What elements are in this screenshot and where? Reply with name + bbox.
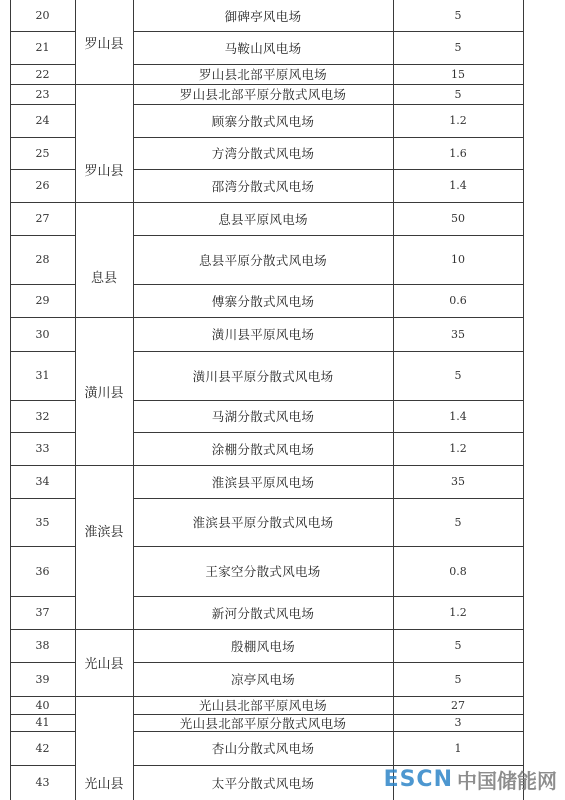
row-number: 20 (35, 9, 50, 22)
row-number: 30 (35, 327, 50, 341)
capacity-value: 50 (451, 212, 465, 225)
county-name: 罗山县 (84, 164, 124, 179)
capacity-value: 0.8 (449, 564, 467, 578)
table-column-border (523, 0, 524, 800)
wind-farm-name: 邵湾分散式风电场 (211, 178, 315, 194)
watermark-site-name: 中国储能网 (457, 769, 557, 793)
row-number: 26 (35, 179, 50, 192)
row-number: 40 (35, 698, 50, 712)
capacity-value: 0.6 (449, 294, 467, 307)
capacity-value: 5 (454, 87, 462, 101)
wind-farm-name: 傅寨分散式风电场 (211, 293, 315, 309)
row-number: 42 (35, 741, 50, 755)
wind-farm-name: 潢川县平原风电场 (211, 327, 315, 342)
capacity-value: 5 (454, 41, 462, 54)
wind-farm-name: 息县平原风电场 (218, 211, 308, 227)
county-name: 息县 (90, 270, 117, 286)
capacity-value: 35 (451, 475, 465, 488)
wind-farm-name: 太平分散式风电场 (211, 775, 315, 791)
row-number: 37 (35, 606, 50, 619)
capacity-value: 5 (454, 672, 462, 686)
capacity-value: 5 (454, 515, 462, 529)
row-number: 36 (35, 564, 50, 578)
wind-farm-name: 光山县北部平原分散式风电场 (179, 715, 347, 731)
row-number: 24 (35, 114, 50, 127)
wind-farm-name: 方湾分散式风电场 (211, 146, 315, 161)
row-number: 23 (35, 87, 50, 101)
county-name: 罗山县 (84, 36, 124, 52)
capacity-value: 1.2 (449, 114, 467, 127)
wind-farm-name: 新河分散式风电场 (211, 605, 315, 621)
capacity-value: 1.6 (449, 146, 467, 160)
wind-farm-name: 罗山县北部平原分散式风电场 (179, 87, 347, 102)
capacity-value: 15 (451, 67, 465, 81)
wind-farm-name: 凉亭风电场 (230, 672, 295, 687)
capacity-value: 1.2 (449, 606, 467, 619)
wind-farm-name: 淮滨县平原分散式风电场 (192, 515, 334, 530)
row-number: 31 (35, 369, 50, 382)
capacity-value: 5 (454, 639, 462, 652)
row-number: 39 (35, 672, 50, 686)
wind-farm-name: 潢川县平原分散式风电场 (192, 368, 334, 384)
capacity-value: 27 (451, 698, 465, 712)
row-number: 22 (35, 67, 50, 81)
wind-farm-name: 马湖分散式风电场 (211, 409, 315, 424)
capacity-value: 35 (451, 327, 465, 341)
row-number: 43 (35, 776, 50, 789)
wind-farm-name: 殷棚风电场 (230, 638, 295, 654)
county-name: 光山县 (84, 777, 124, 792)
wind-farm-name: 息县平原分散式风电场 (198, 252, 327, 268)
wind-farm-name: 王家空分散式风电场 (205, 564, 321, 579)
wind-farm-name: 光山县北部平原风电场 (198, 698, 327, 713)
row-number: 35 (35, 515, 50, 529)
row-number: 32 (35, 409, 50, 423)
county-name: 光山县 (84, 657, 124, 672)
capacity-value: 1.4 (449, 179, 467, 192)
escn-watermark (384, 765, 557, 794)
capacity-value: 1.4 (449, 409, 467, 423)
watermark-logo-text: ESCN (383, 767, 453, 792)
capacity-value: 1.2 (449, 442, 467, 455)
capacity-value: 5 (454, 9, 462, 22)
capacity-value: 1 (454, 741, 462, 755)
wind-farm-name: 罗山县北部平原风电场 (198, 67, 327, 82)
row-number: 21 (35, 41, 50, 54)
wind-farm-name: 马鞍山风电场 (224, 40, 302, 56)
row-number: 25 (35, 146, 50, 160)
row-number: 27 (35, 212, 50, 225)
capacity-value: 10 (451, 253, 465, 266)
county-name: 淮滨县 (84, 525, 124, 540)
row-number: 29 (35, 294, 50, 307)
capacity-value: 5 (454, 369, 462, 382)
row-number: 38 (35, 639, 50, 652)
wind-farm-name: 淮滨县平原风电场 (211, 474, 315, 490)
row-number: 34 (35, 475, 50, 488)
capacity-value: 3 (454, 716, 462, 729)
wind-farm-name: 杏山分散式风电场 (211, 741, 315, 756)
row-number: 28 (35, 253, 50, 266)
wind-farm-name: 顾寨分散式风电场 (211, 113, 315, 129)
wind-farm-name: 涂棚分散式风电场 (211, 441, 315, 457)
county-name: 潢川县 (84, 386, 124, 401)
wind-farm-name: 御碑亭风电场 (224, 8, 302, 24)
row-number: 41 (35, 716, 50, 729)
row-number: 33 (35, 442, 50, 455)
